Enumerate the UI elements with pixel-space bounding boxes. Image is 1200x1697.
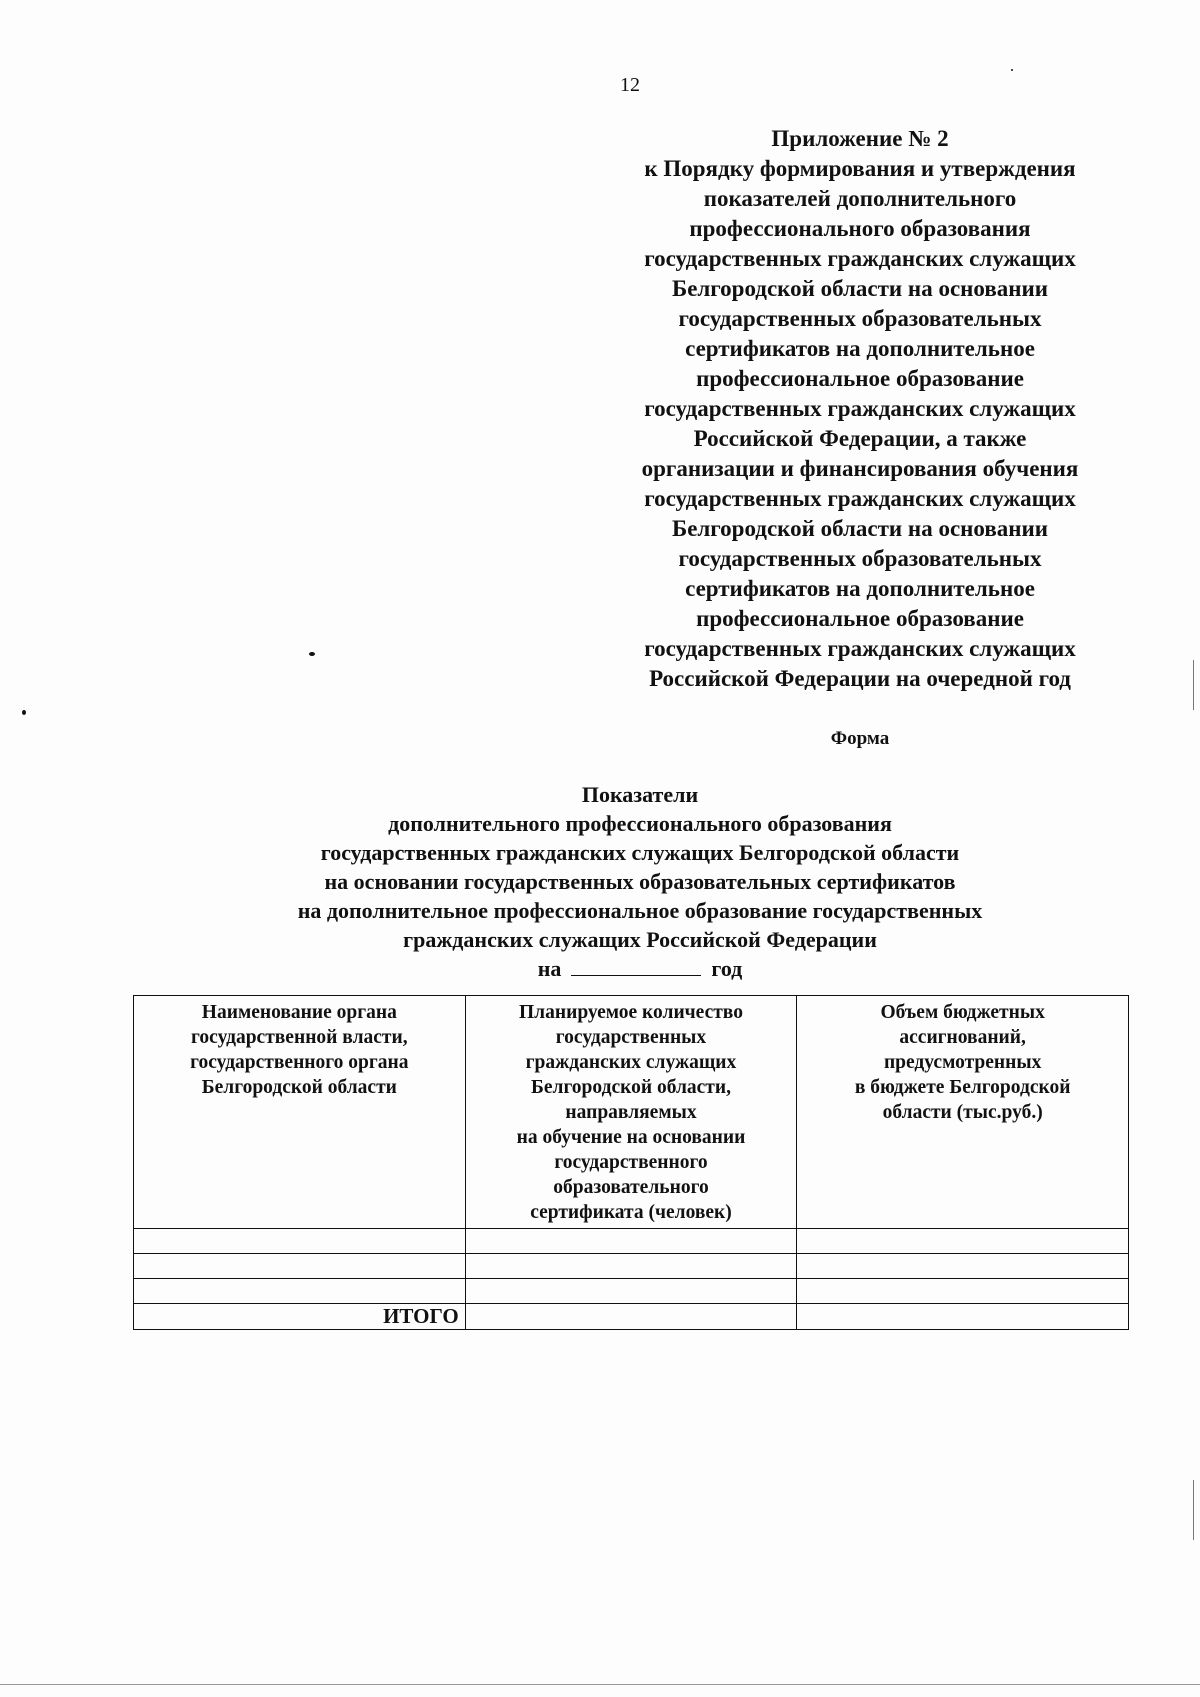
appendix-line: государственных гражданских служащих: [644, 636, 1076, 661]
appendix-line: организации и финансирования обучения: [641, 456, 1079, 481]
header-text: предусмотренных: [883, 1052, 1042, 1073]
header-text: государственного: [554, 1152, 708, 1173]
table-header-row: [134, 996, 1129, 1229]
appendix-line: государственных гражданских служащих: [644, 246, 1076, 271]
page-number: 12: [620, 74, 640, 96]
appendix-line: Приложение № 2: [771, 126, 949, 151]
header-budget-volume: [797, 996, 1129, 1229]
header-text: на обучение на основании: [516, 1127, 746, 1148]
appendix-line: государственных гражданских служащих: [644, 396, 1076, 421]
indicators-table: [133, 995, 1129, 1330]
table-cell[interactable]: [797, 1254, 1129, 1279]
total-count-cell[interactable]: [465, 1304, 797, 1330]
appendix-line: Российской Федерации, а также: [693, 426, 1027, 451]
title-line: на основании государственных образовательных сертификатов: [324, 869, 956, 894]
header-text: направляемых: [565, 1102, 697, 1123]
year-blank-field[interactable]: [571, 955, 701, 976]
document-title: [200, 780, 1080, 983]
appendix-line: профессиональное образование: [696, 606, 1024, 631]
appendix-line: профессиональное образование: [696, 366, 1024, 391]
appendix-line: государственных образовательных: [678, 306, 1042, 331]
scan-speck: [1011, 69, 1013, 71]
year-prefix: на: [537, 956, 562, 981]
table-cell[interactable]: [134, 1254, 466, 1279]
appendix-line: государственных гражданских служащих: [644, 486, 1076, 511]
appendix-line: к Порядку формирования и утверждения: [644, 156, 1076, 181]
title-line: Показатели: [581, 782, 699, 807]
scan-edge-mark: [1193, 1480, 1195, 1540]
table-cell[interactable]: [465, 1279, 797, 1304]
scan-edge-mark: [1193, 660, 1195, 710]
header-text: Белгородской области,: [530, 1077, 731, 1098]
total-label: ИТОГО: [134, 1304, 466, 1330]
table-cell[interactable]: [134, 1229, 466, 1254]
header-text: Белгородской области: [201, 1077, 397, 1098]
scan-speck: [22, 710, 26, 715]
header-text: области (тыс.руб.): [882, 1102, 1043, 1123]
header-text: Объем бюджетных: [880, 1002, 1045, 1023]
table-cell[interactable]: [797, 1229, 1129, 1254]
header-text: Наименование органа: [201, 1002, 397, 1023]
table-cell[interactable]: [465, 1254, 797, 1279]
header-text: ассигнований,: [899, 1027, 1026, 1048]
header-text: государственных: [555, 1027, 707, 1048]
header-authority-name: [134, 996, 466, 1229]
scan-speck: [309, 652, 315, 656]
header-text: образовательного: [553, 1177, 709, 1198]
appendix-line: Белгородской области на основании: [671, 276, 1049, 301]
appendix-line: профессионального образования: [689, 216, 1031, 241]
appendix-line: сертификатов на дополнительное: [685, 576, 1035, 601]
header-text: сертификата (человек): [530, 1202, 732, 1223]
table-total-row: [134, 1304, 1129, 1330]
table-cell[interactable]: [797, 1279, 1129, 1304]
table-row: [134, 1279, 1129, 1304]
header-text: государственного органа: [190, 1052, 409, 1073]
title-line: на дополнительное профессиональное образование государственных: [297, 898, 983, 923]
table-cell[interactable]: [134, 1279, 466, 1304]
header-text: гражданских служащих: [525, 1052, 737, 1073]
appendix-line: Российской Федерации на очередной год: [649, 666, 1071, 691]
appendix-line: государственных образовательных: [678, 546, 1042, 571]
appendix-line: Белгородской области на основании: [671, 516, 1049, 541]
header-text: в бюджете Белгородской: [854, 1077, 1071, 1098]
form-label: Форма: [830, 728, 890, 749]
header-text: государственной власти,: [191, 1027, 408, 1048]
header-text: Планируемое количество: [519, 1002, 743, 1023]
table-cell[interactable]: [465, 1229, 797, 1254]
scan-bottom-edge: [0, 1684, 1200, 1685]
appendix-line: сертификатов на дополнительное: [685, 336, 1035, 361]
year-line: [200, 954, 1080, 983]
appendix-heading: [600, 124, 1120, 694]
table-row: [134, 1229, 1129, 1254]
appendix-line: показателей дополнительного: [703, 186, 1017, 211]
title-line: дополнительного профессионального образования: [388, 811, 892, 836]
title-line: государственных гражданских служащих Белгородской области: [320, 840, 960, 865]
table-row: [134, 1254, 1129, 1279]
year-suffix: год: [711, 956, 743, 981]
header-planned-count: [465, 996, 797, 1229]
title-line: гражданских служащих Российской Федерации: [403, 927, 877, 952]
total-budget-cell[interactable]: [797, 1304, 1129, 1330]
